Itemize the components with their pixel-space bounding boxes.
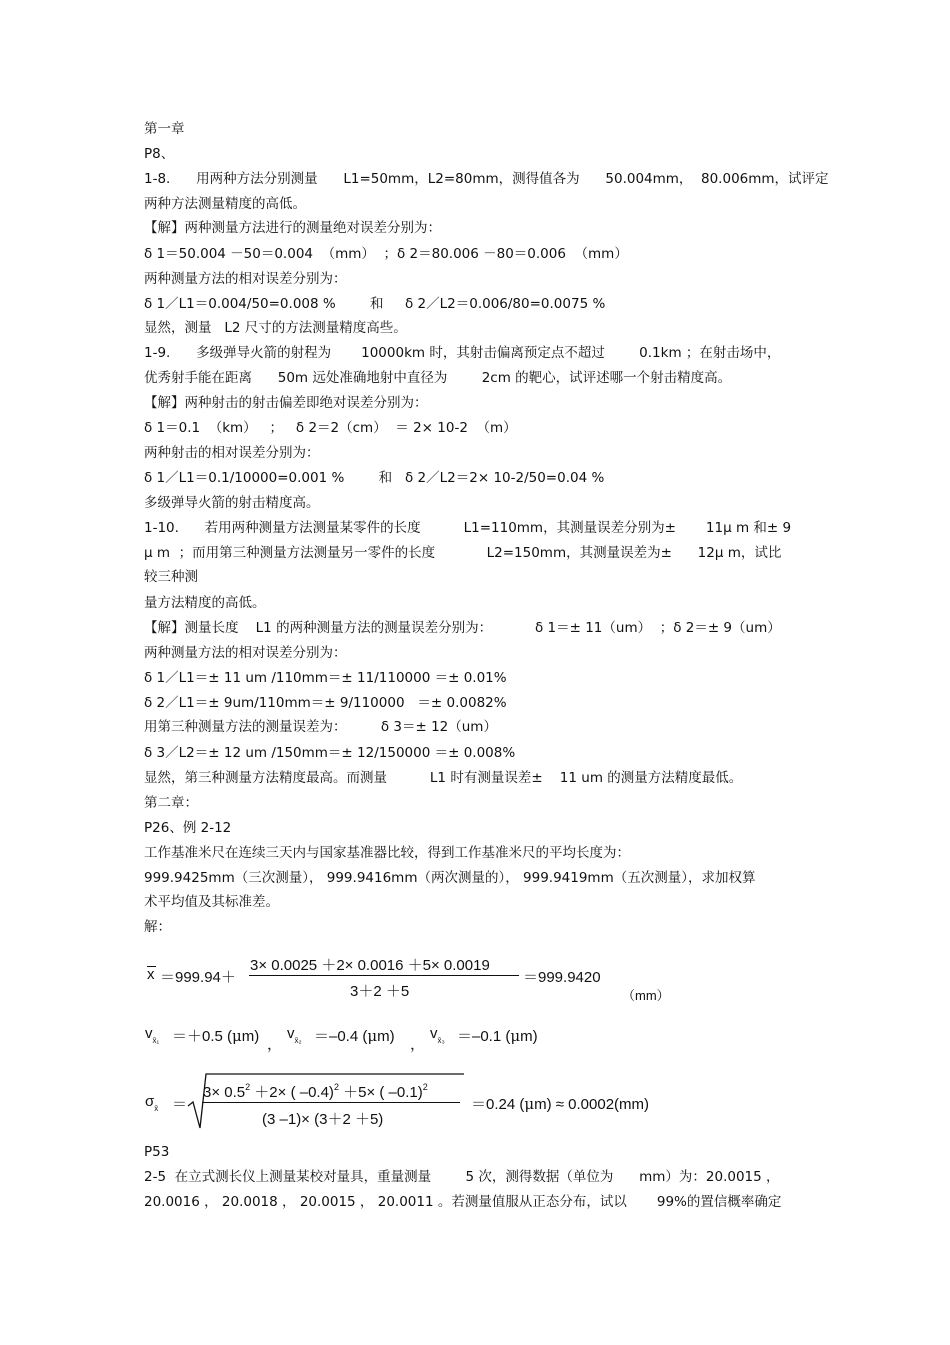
text-line: 显然，测量 L2 尺寸的方法测量精度高些。	[144, 320, 407, 336]
text-line: δ 1／L1＝0.1/10000=0.001 % 和 δ 2／L2＝2× 10-2/50=0.04 %	[144, 470, 605, 486]
text-line: 用第三种测量方法的测量误差为： δ 3＝± 12（um）	[144, 719, 497, 735]
eq1-denominator: 3＋2 ＋5	[350, 983, 410, 1000]
text-line: 第二章：	[144, 795, 198, 811]
text-line: μ m ；而用第三种测量方法测量另一零件的长度 L2=150mm，其测量误差为± 12μ m，试比	[144, 545, 782, 561]
eq1-fraction-bar	[249, 975, 519, 976]
eq1-numerator: 3× 0.0025 ＋2× 0.0016 ＋5× 0.0019	[250, 957, 490, 974]
text-line: 解：	[144, 919, 171, 935]
v3-label: $v_{x̄_3}$	[430, 1025, 445, 1045]
text-line: 显然，第三种测量方法精度最高。而测量 L1 时有测量误差± 11 um 的测量方法精度最低。	[144, 770, 743, 786]
text-line: 两种测量方法的相对误差分别为：	[144, 271, 347, 287]
eq3-result: ＝0.24 (μm) ≈ 0.0002(mm)	[471, 1095, 650, 1113]
text-line: 量方法精度的高低。	[144, 595, 266, 611]
eq3-denominator: (3 –1)× (3＋2 ＋5)	[262, 1111, 384, 1128]
text-line: P8、	[144, 146, 175, 162]
text-line: δ 3／L2＝± 12 um /150mm＝± 12/150000 ＝± 0.008%	[144, 745, 516, 761]
text-line: 1-8. 用两种方法分别测量 L1=50mm，L2=80mm，测得值各为 50.004mm， 80.006mm，试评定	[144, 171, 829, 187]
v3-value: ＝–0.1 (μm)	[457, 1027, 538, 1045]
eq3-numerator: $3\times 0.5^2 +2\times$ ( –0.4)$^2$ ＋5× ( –0.1)$^2$	[203, 1082, 428, 1101]
v2-value: ＝–0.4 (μm)	[314, 1027, 395, 1045]
xbar-overline	[147, 966, 156, 967]
separator: ，	[267, 1036, 283, 1053]
text-line: 较三种测	[144, 569, 198, 585]
v1-value: ＝＋0.5 (μm)	[172, 1027, 260, 1045]
sigma-equals: ＝	[172, 1096, 188, 1113]
text-line: 两种方法测量精度的高低。	[144, 196, 306, 212]
text-line: 999.9425mm（三次测量）， 999.9416mm（两次测量的）， 999.9419mm（五次测量），求加权算	[144, 870, 756, 886]
eq1-unit: （mm）	[622, 988, 670, 1003]
v2-label: $v_{x̄_2}$	[287, 1025, 302, 1045]
sigma-label: $\sigma_{x̄}$	[145, 1093, 159, 1113]
eq1-result: ＝999.9420	[523, 969, 601, 986]
text-line: 第一章	[144, 121, 185, 137]
text-line: δ 2／L1＝± 9um/110mm＝± 9/110000 ＝± 0.0082%	[144, 695, 507, 711]
text-line: 1-9. 多级弹导火箭的射程为 10000km 时，其射击偏离预定点不超过 0.1km ；在射击场中，	[144, 345, 781, 361]
text-line: 两种测量方法的相对误差分别为：	[144, 645, 347, 661]
text-line: δ 1＝0.1 （km） ； δ 2＝2（cm） ＝ 2× 10-2 （m）	[144, 420, 517, 436]
text-line: 【解】两种测量方法进行的测量绝对误差分别为：	[144, 220, 441, 236]
text-line: P26、例 2-12	[144, 820, 232, 836]
text-line: 两种射击的相对误差分别为：	[144, 445, 320, 461]
text-line: P53	[144, 1144, 170, 1160]
xbar-symbol: x	[147, 966, 155, 983]
text-line: 1-10. 若用两种测量方法测量某零件的长度 L1=110mm，其测量误差分别为± 11μ m 和± 9	[144, 520, 792, 536]
eq1-left: ＝999.94＋	[160, 969, 236, 986]
text-line: 2-5 在立式测长仪上测量某校对量具，重量测量 5 次，测得数据（单位为 mm）为：20.0015 ，	[144, 1169, 780, 1185]
text-line: 20.0016 ， 20.0018 ， 20.0015 ， 20.0011 。若测量值服从正态分布，试以 99%的置信概率确定	[144, 1194, 782, 1210]
text-line: 多级弹导火箭的射击精度高。	[144, 495, 320, 511]
text-line: δ 1／L1＝0.004/50=0.008 % 和 δ 2／L2＝0.006/80=0.0075 %	[144, 296, 606, 312]
text-line: 【解】测量长度 L1 的两种测量方法的测量误差分别为： δ 1＝± 11（um） ；δ 2＝± 9（um）	[144, 620, 781, 636]
text-line: 术平均值及其标准差。	[144, 894, 279, 910]
text-line: 工作基准米尺在连续三天内与国家基准器比较，得到工作基准米尺的平均长度为：	[144, 845, 630, 861]
text-line: δ 1／L1＝± 11 um /110mm＝± 11/110000 ＝± 0.01%	[144, 670, 507, 686]
eq3-fraction-bar	[202, 1102, 460, 1103]
text-line: δ 1＝50.004 －50＝0.004 （mm） ；δ 2＝80.006 －80＝0.006 （mm）	[144, 246, 628, 262]
text-line: 【解】两种射击的射击偏差即绝对误差分别为：	[144, 395, 428, 411]
separator: ，	[410, 1036, 426, 1053]
text-line: 优秀射手能在距离 50m 远处准确地射中直径为 2cm 的靶心，试评述哪一个射击精度高。	[144, 370, 732, 386]
v1-label: $v_{x̄_1}$	[145, 1025, 160, 1045]
